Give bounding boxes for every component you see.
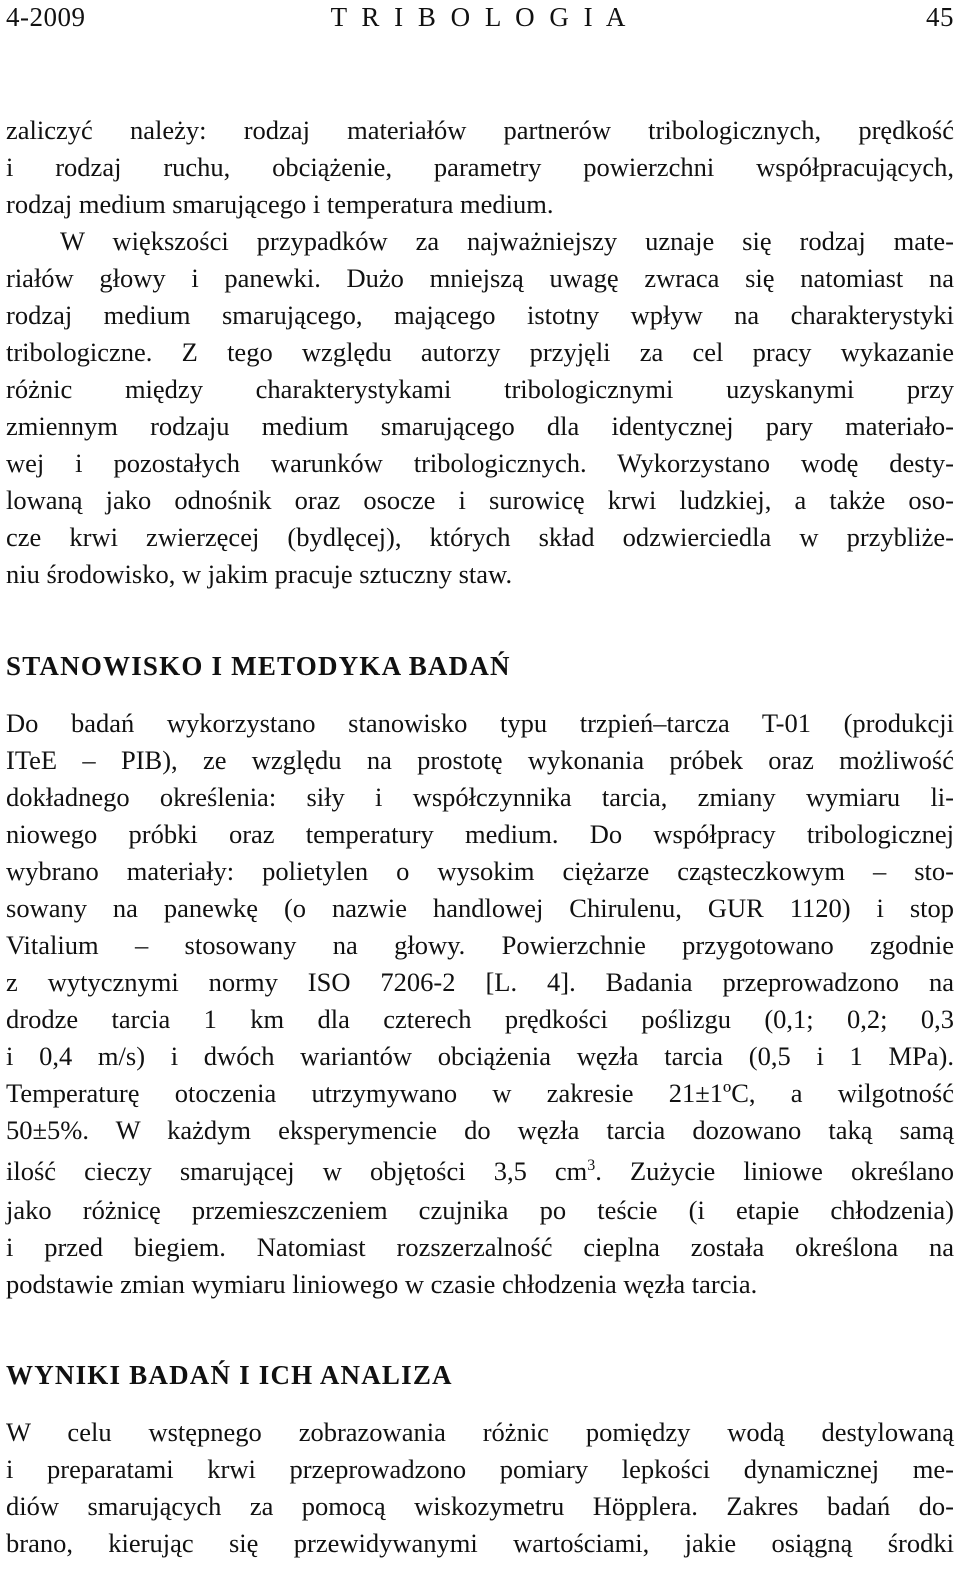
body-line: drodze tarcia 1 km dla czterech prędkości poślizgu (0,1; 0,2; 0,3 — [6, 1004, 954, 1034]
body-line: brano, kierując się przewidywanymi wartościami, jakie osiągną środki — [6, 1528, 954, 1558]
page-number: 45 — [926, 2, 954, 32]
body-line: i rodzaj ruchu, obciążenie, parametry powierzchni współpracujących, — [6, 152, 954, 182]
body-line: Do badań wykorzystano stanowisko typu trzpień–tarcza T-01 (produkcji — [6, 708, 954, 738]
body-line: wybrano materiały: polietylen o wysokim ciężarze cząsteczkowym – sto- — [6, 856, 954, 886]
body-line: zmiennym rodzaju medium smarującego dla identycznej pary materiało- — [6, 411, 954, 441]
running-header — [6, 0, 954, 34]
body-line: wej i pozostałych warunków tribologicznych. Wykorzystano wodę desty- — [6, 448, 954, 478]
body-line: dokładnego określenia: siły i współczynnika tarcia, zmiany wymiaru li- — [6, 782, 954, 812]
body-line: i preparatami krwi przeprowadzono pomiary lepkości dynamicznej me- — [6, 1454, 954, 1484]
body-line: Vitalium – stosowany na głowy. Powierzchnie przygotowano zgodnie — [6, 930, 954, 960]
section-heading-methodology: STANOWISKO I METODYKA BADAŃ — [6, 651, 511, 681]
issue-number: 4-2009 — [6, 2, 86, 32]
body-line: ITeE – PIB), ze względu na prostotę wykonania próbek oraz możliwość — [6, 745, 954, 775]
body-line: Temperaturę otoczenia utrzymywano w zakresie 21±1ºC, a wilgotność — [6, 1078, 954, 1108]
body-line: podstawie zmian wymiaru liniowego w czasie chłodzenia węzła tarcia. — [6, 1269, 758, 1299]
body-line: z wytycznymi normy ISO 7206-2 [L. 4]. Badania przeprowadzono na — [6, 967, 954, 997]
superscript: 3 — [587, 1157, 596, 1174]
body-line: i przed biegiem. Natomiast rozszerzalność cieplna została określona na — [6, 1232, 954, 1262]
body-line-with-superscript — [6, 1153, 954, 1189]
journal-title: T R I B O L O G I A — [330, 2, 630, 32]
body-line: tribologiczne. Z tego względu autorzy przyjęli za cel pracy wykazanie — [6, 337, 954, 367]
body-line: riałów głowy i panewki. Dużo mniejszą uwagę zwraca się natomiast na — [6, 263, 954, 293]
body-line: lowaną jako odnośnik oraz osocze i surowicę krwi ludzkiej, a także oso- — [6, 485, 954, 515]
body-line: zaliczyć należy: rodzaj materiałów partnerów tribologicznych, prędkość — [6, 115, 954, 145]
body-line: W większości przypadków za najważniejszy uznaje się rodzaj mate- — [60, 226, 954, 256]
body-line: i 0,4 m/s) i dwóch wariantów obciążenia węzła tarcia (0,5 i 1 MPa). — [6, 1041, 954, 1071]
section-heading-results: WYNIKI BADAŃ I ICH ANALIZA — [6, 1360, 453, 1390]
body-line: jako różnicę przemieszczeniem czujnika po teście (i etapie chłodzenia) — [6, 1195, 954, 1225]
body-line: W celu wstępnego zobrazowania różnic pomiędzy wodą destylowaną — [6, 1417, 954, 1447]
body-line: niu środowisko, w jakim pracuje sztuczny staw. — [6, 559, 513, 589]
body-line: cze krwi zwierzęcej (bydlęcej), których skład odzwierciedla w przybliże- — [6, 522, 954, 552]
body-line: rodzaj medium smarującego i temperatura medium. — [6, 189, 554, 219]
body-line: diów smarujących za pomocą wiskozymetru Höpplera. Zakres badań do- — [6, 1491, 954, 1521]
line-text: ilość cieczy smarującej w objętości 3,5 cm — [6, 1156, 588, 1186]
body-line: 50±5%. W każdym eksperymencie do węzła tarcia dozowano taką samą — [6, 1115, 954, 1145]
body-line: różnic między charakterystykami tribologicznymi uzyskanymi przy — [6, 374, 954, 404]
body-line: rodzaj medium smarującego, mającego istotny wpływ na charakterystyki — [6, 300, 954, 330]
body-line: sowany na panewkę (o nazwie handlowej Chirulenu, GUR 1120) i stop — [6, 893, 954, 923]
body-line: niowego próbki oraz temperatury medium. Do współpracy tribologicznej — [6, 819, 954, 849]
line-text: . Zużycie liniowe określano — [595, 1156, 954, 1186]
